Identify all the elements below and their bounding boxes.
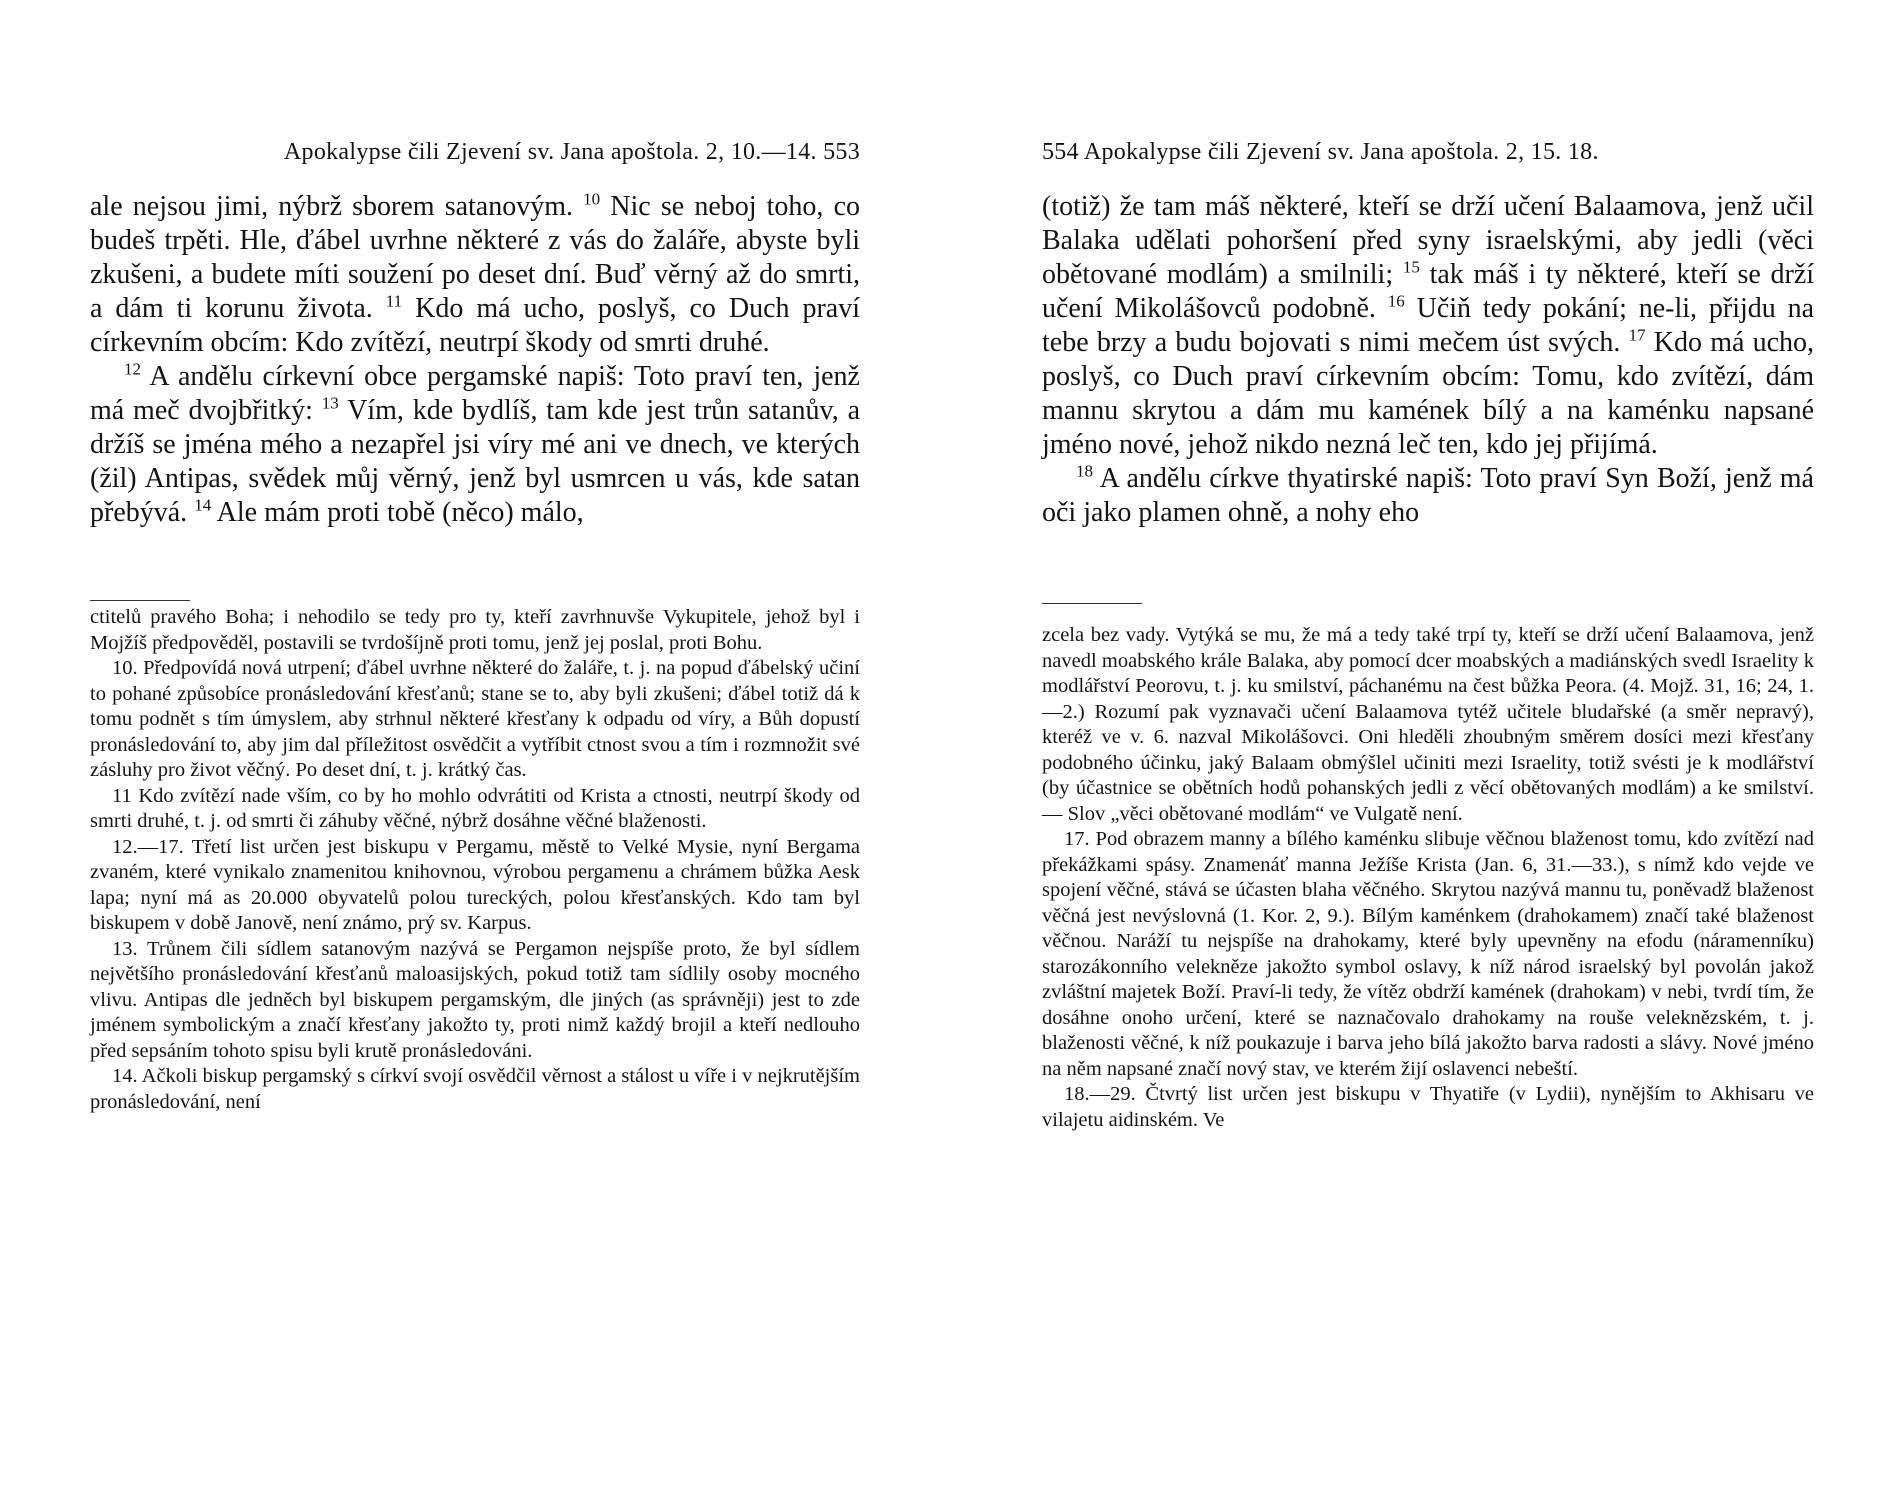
verse-number: 11 bbox=[385, 291, 403, 311]
verse-paragraph bbox=[90, 190, 860, 360]
verse-text: Nic se neboj toho, co budeš trpěti. Hle, ďábel uvrhne některé z vás do žaláře, abyste byli zkušeni, a budete míti soužení po deset dní. Buď věrný až do smrti, a dám ti korunu života. bbox=[90, 191, 860, 324]
verse-paragraph bbox=[1042, 190, 1814, 462]
verse-number: 15 bbox=[1402, 257, 1420, 277]
verse-number: 16 bbox=[1387, 291, 1405, 311]
left-page bbox=[90, 0, 860, 1500]
right-page bbox=[1042, 0, 1814, 1500]
verse-text: Ale mám proti tobě (něco) málo, bbox=[216, 497, 584, 528]
footnote-divider bbox=[90, 600, 190, 601]
note-paragraph: 12.—17. Třetí list určen jest biskupu v Pergamu, městě to Velké Mysie, nyní Bergama zvaném, které vynikalo znamenitou knihovnou, výrobou pergamenu a chrámem bůžka Aesk lapa; nyní má as 20.000 obyvatelů polou tureckých, polou křesťanských. Kdo tam byl biskupem v době Janově, není známo, prý sv. Karpus. bbox=[90, 835, 860, 934]
verse-text: Učiň tedy pokání; ne-li, přijdu na tebe brzy a budu bojovati s nimi mečem úst svých. bbox=[1042, 293, 1815, 358]
verse-text: Kdo má ucho, poslyš, co Duch praví církevním obcím: Kdo zvítězí, neutrpí škody od smrti druhé. bbox=[90, 293, 861, 358]
verse-paragraph bbox=[90, 360, 860, 530]
note-paragraph: zcela bez vady. Vytýká se mu, že má a tedy také trpí ty, kteří se drží učení Balaamova, jenž navedl moabského krále Balaka, aby pomocí dcer moabských a madiánských svedl Israelity k modlářství Peorovu, t. j. ku smilství, páchanému na čest bůžka Peora. (4. Mojž. 31, 16; 24, 1.—2.) Rozumí pak vyznavači učení Balaamova tytéž učitele bludařské (a směr nepravý), kteréž ve v. 6. nazval Mikolášovci. Oni hleděli zhoubným směrem dosíci mezi křesťany podobného účinku, jaký Balaam obmýšlel učiniti mezi Israelity, totiž svésti je k modlářství (by účastnice se obětních hodů pohanských jedli z věcí obětovaných modlám) a ke smilství. — Slov „věci obětované modlám“ ve Vulgatě není. bbox=[1042, 624, 1814, 825]
note-paragraph: ctitelů pravého Boha; i nehodilo se tedy pro ty, kteří zavrhnuvše Vykupitele, jehož byl i Mojžíš předpověděl, postavili se tvrdošíjně proti tomu, jenž jej poslal, proti Bohu. bbox=[90, 606, 860, 654]
verse-text: (totiž) že tam máš některé, kteří se drží učení Balaamova, jenž učil Balaka udělati pohoršení před syny israelskými, aby jedli (věci obětované modlám) a smilnili; bbox=[1042, 191, 1814, 290]
verse-number: 12 bbox=[124, 359, 141, 379]
scripture-text-left bbox=[90, 190, 860, 530]
verse-number: 14 bbox=[194, 495, 212, 515]
verse-text: ale nejsou jimi, nýbrž sborem satanovým. bbox=[90, 191, 574, 222]
commentary-notes-right bbox=[1042, 623, 1814, 1133]
scripture-text-right bbox=[1042, 190, 1814, 530]
note-paragraph: 17. Pod obrazem manny a bílého kaménku slibuje věčnou blaženost tomu, kdo zvítězí nad překážkami spásy. Znamenáť manna Ježíše Krista (Jan. 6, 31.—33.), s nímž kdo vejde ve spojení věčné, stává se účasten blaha věčného. Skrytou nazývá mannu tu, poněvadž blaženost věčná jest nevýslovná (1. Kor. 2, 9.). Bílým kaménkem (drahokamem) značí také blaženost věčnou. Naráží tu nejspíše na drahokamy, které byly upevněny na efodu (náramenníku) starozákonního velekněze jakožto symbol oslavy, k níž národ israelský byl povolán jakož zvláštní majetek Boží. Praví-li tedy, že vítěz obdrží kamének (drahokam) v nebi, tvrdí tím, že dosáhne onoho určení, které se naznačovalo drahokamy na rouše veleknězském, t. j. blaženosti věčné, k níž poukazuje i barva jeho bílá jakožto barva radosti a slávy. Nové jméno na něm napsané značí nový stav, ve kterém žijí oslavenci nebeští. bbox=[1042, 828, 1814, 1080]
note-paragraph: 18.—29. Čtvrtý list určen jest biskupu v Thyatiře (v Lydii), nynějším to Akhisaru ve vilajetu aidinském. Ve bbox=[1042, 1083, 1814, 1131]
note-paragraph: 11 Kdo zvítězí nade vším, co by ho mohlo odvrátiti od Krista a ctnosti, neutrpí škody od smrti druhé, t. j. od smrti či záhuby věčné, nýbrž dosáhne věčné blaženosti. bbox=[90, 784, 860, 832]
verse-text: tak máš i ty některé, kteří se drží učení Mikolášovců podobně. bbox=[1042, 259, 1815, 324]
verse-number: 17 bbox=[1628, 325, 1646, 345]
note-paragraph: 14. Ačkoli biskup pergamský s církví svojí osvědčil věrnost a stálost u víře i v nejkrutějším pronásledování, není bbox=[90, 1065, 860, 1113]
verse-paragraph bbox=[1042, 462, 1814, 530]
verse-text: Kdo má ucho, poslyš, co Duch praví církevním obcím: Tomu, kdo zvítězí, dám mannu skrytou a dám mu kamének bílý a na kaménku napsané jméno nové, jehož nikdo nezná leč ten, kdo jej přijímá. bbox=[1042, 327, 1815, 460]
note-paragraph: 13. Trůnem čili sídlem satanovým nazývá se Pergamon nejspíše proto, že byl sídlem největšího pronásledování křesťanů maloasijských, pokud totiž tam sídlily osoby mocného vlivu. Antipas dle jedněch byl biskupem pergamským, dle jiných (as správněji) jest to zde jménem symbolickým a značí křesťany jakožto ty, proti nimž každý brojil a kteří nedlouho před sepsáním tohoto spisu byli krutě pronásledováni. bbox=[90, 937, 860, 1062]
verse-text: A andělu církve thyatirské napiš: Toto praví Syn Boží, jenž má oči jako plamen ohně, a nohy eho bbox=[1042, 463, 1814, 528]
verse-number: 18 bbox=[1076, 461, 1093, 481]
running-header-right: 554 Apokalypse čili Zjevení sv. Jana apoštola. 2, 15. 18. bbox=[1042, 139, 1599, 165]
running-header-left: Apokalypse čili Zjevení sv. Jana apoštola. 2, 10.—14. 553 bbox=[283, 139, 860, 165]
verse-text: Vím, kde bydlíš, tam kde jest trůn satanův, a držíš se jména mého a nezapřel jsi víry mé ani ve dnech, ve kterých (žil) Antipas, svědek můj věrný, jenž byl usmrcen u vás, kde satan přebývá. bbox=[90, 395, 860, 528]
note-paragraph: 10. Předpovídá nová utrpení; ďábel uvrhne některé do žaláře, t. j. na popud ďábelský učiní to pohané způsobíce pronásledování křesťanů; stane se to, aby byli zkušeni; ďábel totiž dá k tomu podnět s tím úmyslem, aby strhnul některé křesťany k odpadu od víry, a Bůh dopustí pronásledování to, aby jim dal příležitost osvědčit a vytříbit ctnost svou a tím i rozmnožit své zásluhy pro život věčný. Po deset dní, t. j. krátký čas. bbox=[90, 657, 860, 781]
verse-number: 13 bbox=[321, 393, 339, 413]
verse-number: 10 bbox=[583, 189, 601, 209]
commentary-notes-left bbox=[90, 605, 860, 1115]
footnote-divider bbox=[1042, 603, 1142, 604]
verse-text: A andělu církevní obce pergamské napiš: Toto praví ten, jenž má meč dvojbřitký: bbox=[90, 361, 860, 426]
